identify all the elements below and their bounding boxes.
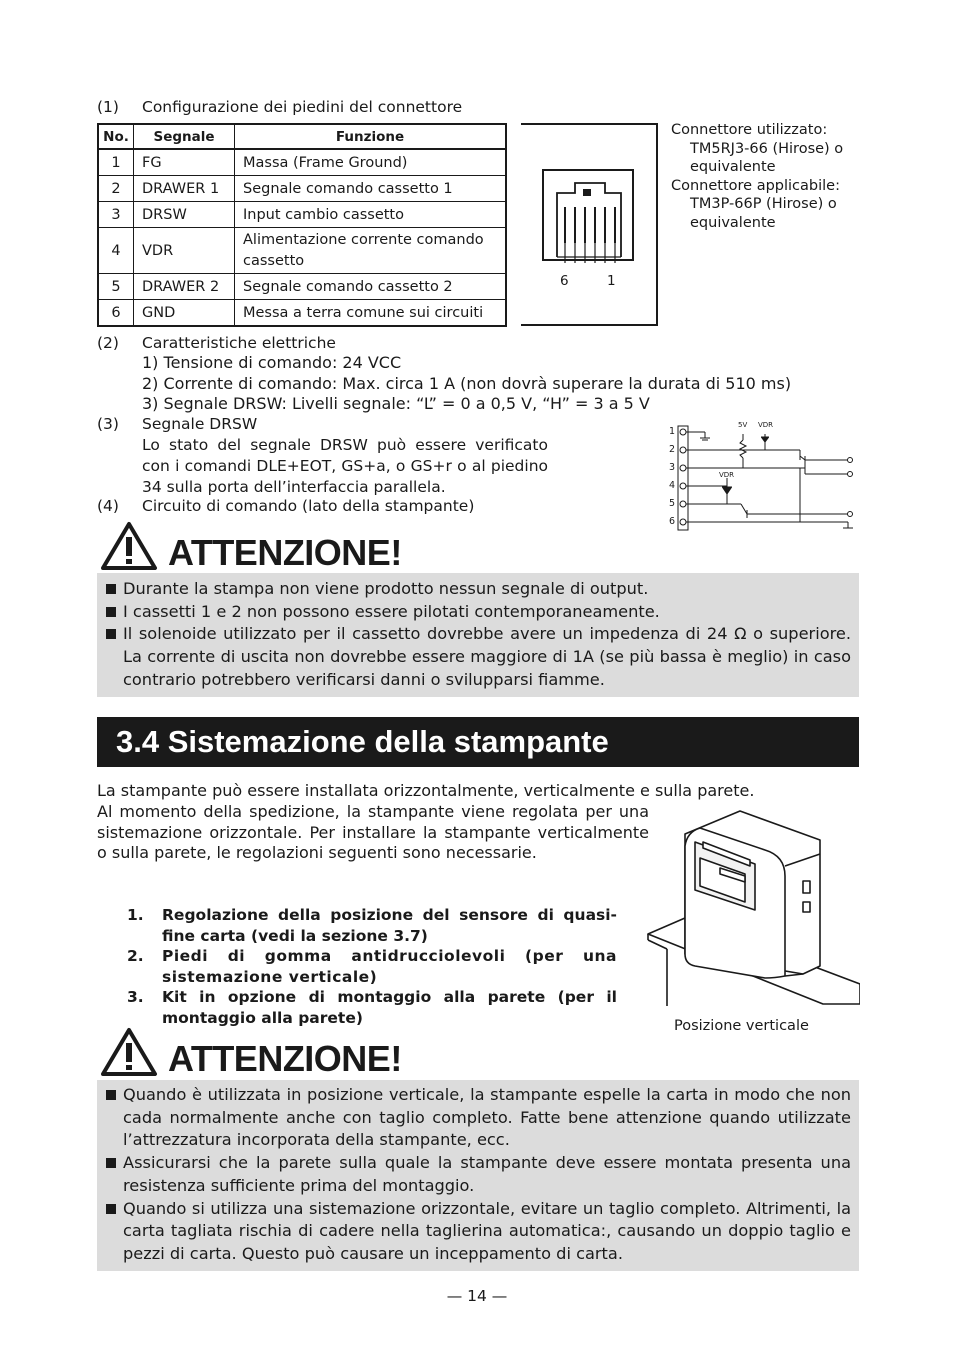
warning-triangle-icon [100, 521, 158, 571]
page-number: — 14 — [446, 1287, 508, 1305]
warning1-item [105, 623, 851, 691]
step-number: 3. [127, 988, 144, 1006]
warning1-item-text: Il solenoide utilizzato per il cassetto dovrebbe avere un impedenza di 24 Ω o superiore. La corrente di uscita non dovrebbe essere maggiore di 1A (se più bassa è meglio) in caso contrario potrebbero verificarsi danni o svilupparsi fiamme. [123, 624, 851, 689]
section2-number: (2) [97, 334, 119, 352]
table-header-function: Funzione [235, 124, 507, 149]
table-cell-no: 5 [98, 274, 134, 300]
electrical-item: 3) Segnale DRSW: Livelli segnale: “L” = 0 a 0,5 V, “H” = 3 a 5 V [142, 394, 650, 413]
table-cell-signal: VDR [134, 228, 235, 274]
table-row [98, 274, 506, 300]
warning2-item-text: Quando si utilizza una sistemazione orizzontale, evitare un taglio completo. Altrimenti, la carta tagliata rischia di cadere nella taglierina automatica:, causando un doppio taglio e pezzi di carta. Questo può causare un inceppamento di carta. [123, 1198, 851, 1263]
circuit-pin-label: 5 [669, 498, 676, 509]
table-cell-signal: GND [134, 300, 235, 327]
step-number: 2. [127, 947, 144, 965]
table-cell-signal: DRAWER 2 [134, 274, 235, 300]
table-cell-no: 1 [98, 149, 134, 176]
step-text: Kit in opzione di montaggio alla parete (per il montaggio alla parete) [162, 988, 617, 1027]
list-item [127, 946, 617, 987]
bullet-square-icon [106, 1090, 116, 1100]
warning2-title: ATTENZIONE! [168, 1038, 402, 1079]
section1-heading [97, 97, 463, 118]
table-cell-signal: FG [134, 149, 235, 176]
bullet-square-icon [106, 1204, 116, 1214]
connector-pin6-label: 6 [560, 273, 569, 289]
table-cell-no: 3 [98, 202, 134, 228]
connector-used-value: TM5RJ3-66 (Hirose) o equivalente [690, 140, 844, 175]
circuit-vdr-top-label: VDR [758, 421, 774, 429]
connector-applicable-value: TM3P-66P (Hirose) o equivalente [690, 196, 837, 231]
section1-number: (1) [97, 98, 119, 116]
table-row [98, 149, 506, 176]
table-cell-function: Input cambio cassetto [235, 202, 507, 228]
electrical-item: 2) Corrente di comando: Max. circa 1 A (non dovrà superare la durata di 510 ms) [142, 373, 792, 393]
circuit-pin-label: 4 [669, 480, 676, 491]
vertical-printer-illustration [645, 806, 860, 1006]
section4-number: (4) [97, 497, 119, 515]
drive-circuit-diagram [665, 418, 860, 538]
warning2-heading [100, 1027, 402, 1077]
circuit-5v-label: 5V [738, 421, 748, 429]
section34-intro-paragraph: Al momento della spedizione, la stampante viene regolata per una sistemazione orizzontale. Per installare la stampante verticalmente o sulla parete, le regolazioni seguenti sono necessarie. [97, 802, 649, 863]
section1-title: Configurazione dei piedini del connettore [142, 98, 463, 116]
table-cell-no: 2 [98, 176, 134, 202]
warning2-item-text: Assicurarsi che la parete sulla quale la stampante deve essere montata presenta una resistenza sufficiente prima del montaggio. [123, 1153, 851, 1195]
warning1-item [105, 601, 851, 624]
step-text: Regolazione della posizione del sensore di quasi-fine carta (vedi la sezione 3.7) [162, 906, 617, 945]
table-row [98, 300, 506, 327]
section-3-4-title: 3.4 Sistemazione della stampante [97, 717, 859, 767]
table-cell-function: Massa (Frame Ground) [235, 149, 507, 176]
printer-vertical-icon [645, 806, 860, 1006]
warning1-box [97, 573, 859, 697]
warning1-item-text: Durante la stampa non viene prodotto nessun segnale di output. [123, 579, 649, 598]
circuit-schematic-icon [665, 418, 860, 538]
table-header-signal: Segnale [134, 124, 235, 149]
section34-intro-line: La stampante può essere installata orizzontalmente, verticalmente e sulla parete. [97, 781, 755, 800]
installation-steps [127, 905, 617, 1028]
connector-notes [671, 121, 871, 232]
table-header-row [98, 124, 506, 149]
bullet-square-icon [106, 1158, 116, 1168]
connector-pin1-label: 1 [607, 273, 616, 289]
table-row [98, 176, 506, 202]
section3-title: Segnale DRSW [142, 415, 258, 433]
bullet-square-icon [106, 607, 116, 617]
warning1-item-text: I cassetti 1 e 2 non possono essere pilotati contemporaneamente. [123, 601, 660, 621]
table-cell-no: 4 [98, 228, 134, 274]
warning1-heading [100, 521, 402, 571]
warning1-item [105, 578, 851, 601]
table-row [98, 228, 506, 274]
bullet-square-icon [106, 629, 116, 639]
table-cell-signal: DRSW [134, 202, 235, 228]
warning-triangle-icon [100, 1027, 158, 1077]
rj-connector-icon [521, 125, 656, 324]
image-caption: Posizione verticale [674, 1018, 809, 1034]
electrical-item: 1) Tensione di comando: 24 VCC [142, 353, 402, 372]
step-text: Piedi di gomma antidrucciolevoli (per una sistemazione verticale) [162, 947, 617, 986]
warning2-item [105, 1084, 851, 1152]
warning2-item-text: Quando è utilizzata in posizione verticale, la stampante espelle la carta in modo che non cada normalmente anche con taglio completo. Fatte bene attenzione quando utilizzate l’attrezzatura incorporata della stampante, ecc. [123, 1085, 851, 1150]
warning2-item [105, 1152, 851, 1197]
section3-number: (3) [97, 415, 119, 433]
connector-drawing-box [521, 123, 658, 326]
table-cell-function: Segnale comando cassetto 2 [235, 274, 507, 300]
bullet-square-icon [106, 584, 116, 594]
list-item [127, 905, 617, 946]
pin-configuration-table [97, 123, 507, 327]
warning1-title: ATTENZIONE! [168, 532, 402, 573]
table-cell-function: Messa a terra comune sui circuiti [235, 300, 507, 327]
table-cell-function: Segnale comando cassetto 1 [235, 176, 507, 202]
connector-used-label: Connettore utilizzato: [671, 122, 828, 138]
section3-text: Lo stato del segnale DRSW può essere verificato con i comandi DLE+EOT, GS+a, o GS+r o al piedino 34 sulla porta dell’interfaccia parallela. [142, 436, 548, 496]
connector-applicable-label: Connettore applicabile: [671, 177, 840, 194]
table-header-no: No. [98, 124, 134, 149]
circuit-pin-label: 3 [669, 462, 676, 473]
table-cell-function: Alimentazione corrente comando cassetto [235, 228, 507, 274]
list-item [127, 987, 617, 1028]
circuit-pin-label: 2 [669, 444, 676, 455]
section4-title: Circuito di comando (lato della stampante) [142, 497, 475, 515]
table-cell-signal: DRAWER 1 [134, 176, 235, 202]
circuit-pin-label: 1 [669, 426, 676, 437]
step-number: 1. [127, 906, 144, 924]
warning2-item [105, 1198, 851, 1266]
circuit-vdr-mid-label: VDR [719, 471, 735, 479]
electrical-list [142, 353, 791, 415]
warning2-box [97, 1080, 859, 1271]
section2-title: Caratteristiche elettriche [142, 334, 336, 352]
circuit-pin-label: 6 [669, 516, 676, 527]
table-cell-no: 6 [98, 300, 134, 327]
table-row [98, 202, 506, 228]
